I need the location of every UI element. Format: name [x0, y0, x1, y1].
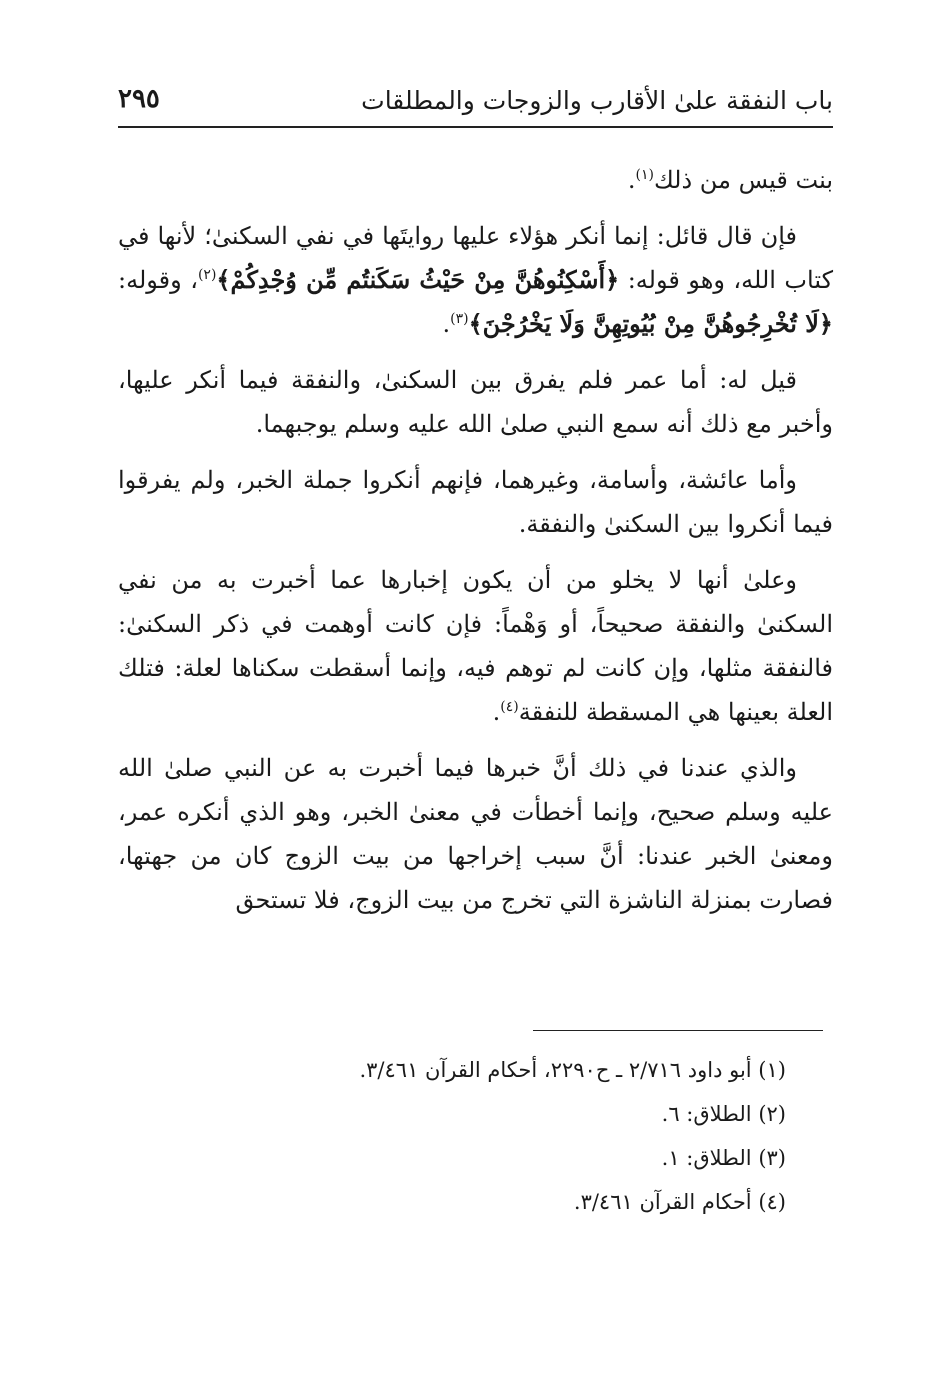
footnote-ref: (٣)	[450, 311, 469, 327]
footnote-4: (٤) أحكام القرآن ٣/٤٦١.	[573, 1190, 786, 1214]
paragraph-text: فإن قال قائل: إنما أنكر هؤلاء عليها روايتَها في نفي السكنىٰ؛ لأنها في كتاب الله، وهو قوله:	[118, 222, 833, 294]
footnote-1: (١) أبو داود ٢/٧١٦ ـ ح٢٢٩٠، أحكام القرآن ٣/٤٦١.	[359, 1058, 786, 1082]
paragraph-2	[118, 214, 833, 346]
footnotes	[118, 1048, 786, 1224]
paragraph-4: وأما عائشة، وأسامة، وغيرهما، فإنهم أنكروا جملة الخبر، ولم يفرقوا فيما أنكروا بين السكنىٰ والنفقة.	[118, 466, 833, 538]
paragraph-6: والذي عندنا في ذلك أنَّ خبرها فيما أخبرت به عن النبي صلىٰ الله عليه وسلم صحيح، وإنما أخطأت في معنىٰ الخبر، وهو الذي أنكره عمر، ومعنىٰ الخبر عندنا: أنَّ سبب إخراجها من بيت الزوج كان من جهتها، فصارت بمنزلة الناشزة التي تخرج من بيت الزوج، فلا تستحق	[118, 754, 833, 914]
paragraph-1	[118, 158, 833, 202]
paragraph-5	[118, 558, 833, 734]
footnote-3: (٣) الطلاق: ١.	[661, 1146, 786, 1170]
main-text	[118, 158, 833, 934]
paragraph-text: وعلىٰ أنها لا يخلو من أن يكون إخبارها عما أخبرت به من نفي السكنىٰ والنفقة صحيحاً، أو وَهْماً: فإن كانت أوهمت في ذكر السكنىٰ: فالنفقة مثلها، وإن كانت لم توهم فيه، وإنما أسقطت سكناها لعلة: فتلك العلة بعينها هي المسقطة للنفقة	[118, 566, 834, 726]
footnote-divider	[533, 1030, 823, 1031]
quran-verse: ﴿لَا تُخْرِجُوهُنَّ مِنْ بُيُوتِهِنَّ وَلَا يَخْرُجْنَ﴾	[468, 309, 833, 338]
paragraph-text: بنت قيس من ذلك	[653, 166, 833, 194]
punctuation: .	[492, 698, 501, 726]
footnote-ref: (١)	[635, 167, 654, 183]
punctuation: .	[627, 166, 636, 194]
footnote-ref: (٢)	[197, 267, 217, 283]
running-title: باب النفقة علىٰ الأقارب والزوجات والمطلقات	[361, 86, 833, 115]
quran-verse: ﴿أَسْكِنُوهُنَّ مِنْ حَيْثُ سَكَنتُم مِّن وُجْدِكُمْ﴾	[216, 265, 620, 294]
paragraph-3: قيل له: أما عمر فلم يفرق بين السكنىٰ، والنفقة فيما أنكر عليها، وأخبر مع ذلك أنه سمع النبي صلىٰ الله عليه وسلم يوجبهما.	[118, 366, 833, 438]
footnote-2: (٢) الطلاق: ٦.	[661, 1102, 786, 1126]
page-header	[118, 82, 833, 128]
page-number: ٢٩٥	[118, 84, 160, 114]
punctuation: .	[442, 310, 451, 338]
paragraph-text: ، وقوله:	[118, 266, 198, 294]
footnote-ref: (٤)	[500, 699, 519, 715]
